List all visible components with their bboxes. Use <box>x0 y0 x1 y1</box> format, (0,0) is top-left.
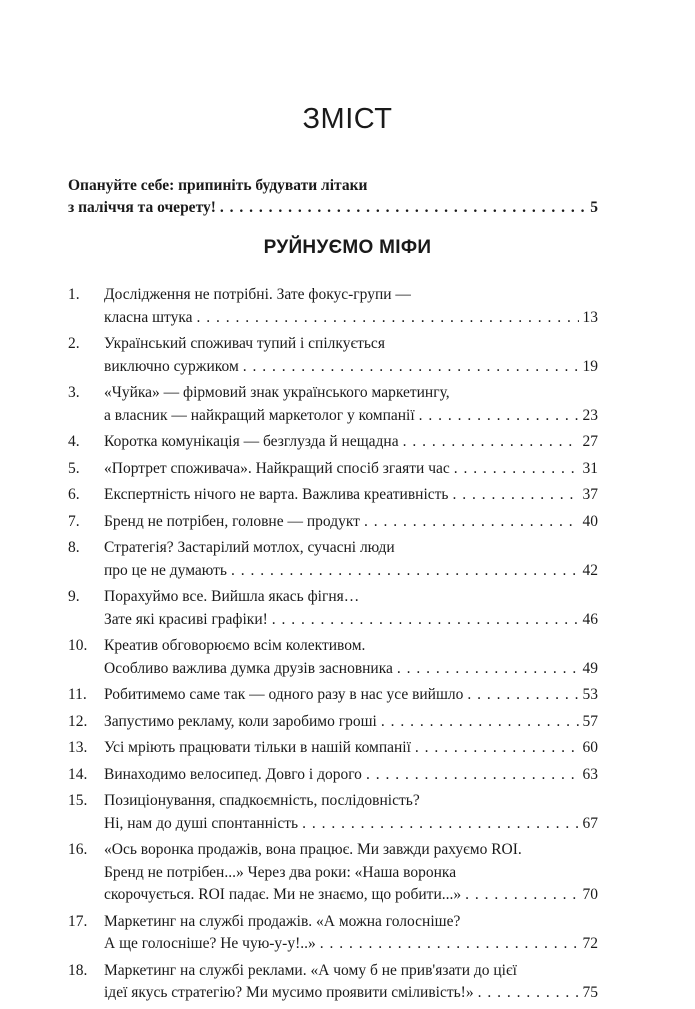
toc-entry-page-number: 70 <box>582 886 598 903</box>
dot-leader <box>243 356 579 379</box>
toc-entry-page-number: 42 <box>582 561 598 579</box>
toc-entry-number: 14. <box>68 765 88 783</box>
toc-entry-number: 13. <box>68 739 88 756</box>
toc-entry-page-number: 13 <box>582 308 598 326</box>
toc-entry-line: про це не думають <box>104 561 228 579</box>
toc-entry-line: Особливо важлива думка друзів засновника <box>104 659 393 677</box>
toc-entry-number: 10. <box>68 637 88 654</box>
toc-entry-page-number: 40 <box>582 512 598 530</box>
toc-entry-number: 15. <box>68 792 88 809</box>
toc-entry-number: 11. <box>68 686 87 703</box>
toc-entry-line: Порахуймо все. Вийшла якась фігня… <box>104 588 360 605</box>
page-title: ЗМІСТ <box>302 103 393 135</box>
toc-entry-number: 9. <box>68 588 80 605</box>
toc-entry-page-number: 53 <box>582 686 598 703</box>
intro-page-number: 5 <box>590 199 598 216</box>
toc-entry-line: «Ось воронка продажів, вона працює. Ми завжди рахуємо ROI. <box>104 841 522 858</box>
dot-leader <box>454 458 579 481</box>
toc-entry-line: Робитимемо саме так — одного разу в нас усе вийшло <box>104 686 464 703</box>
dot-leader <box>302 813 578 836</box>
toc-entry[interactable] <box>68 431 598 454</box>
toc-entry[interactable] <box>68 839 598 907</box>
dot-leader <box>320 933 579 956</box>
toc-entry[interactable] <box>68 635 598 680</box>
toc-entry-line: Маркетинг на службі реклами. «А чому б не прив'язати до цієї <box>104 961 517 979</box>
toc-entry[interactable] <box>68 764 598 787</box>
intro-entry[interactable] <box>68 175 598 219</box>
toc-list <box>68 284 598 1009</box>
toc-entry[interactable] <box>68 960 598 1005</box>
toc-entry[interactable] <box>68 537 598 582</box>
toc-entry-page-number: 49 <box>582 659 598 677</box>
dot-leader <box>467 684 578 707</box>
toc-entry-number: 6. <box>68 486 80 503</box>
toc-entry-line: Маркетинг на службі продажів. «А можна голосніше? <box>104 912 461 930</box>
toc-entry[interactable] <box>68 484 598 507</box>
toc-entry-page-number: 60 <box>582 739 598 756</box>
toc-entry-number: 16. <box>68 841 88 858</box>
dot-leader <box>220 197 586 219</box>
toc-entry-page-number: 75 <box>582 984 598 1001</box>
dot-leader <box>364 511 579 534</box>
toc-entry[interactable] <box>68 711 598 734</box>
toc-entry[interactable] <box>68 511 598 534</box>
dot-leader <box>478 982 579 1005</box>
toc-entry-line: Експертність нічого не варта. Важлива креативність <box>104 486 449 503</box>
toc-entry[interactable] <box>68 790 598 835</box>
toc-entry-line: виключно суржиком <box>104 357 239 375</box>
dot-leader <box>415 737 579 760</box>
toc-entry-line: Коротка комунікація — безглузда й нещадна <box>104 433 399 450</box>
toc-entry-line: Запустимо рекламу, коли заробимо гроші <box>104 712 377 730</box>
toc-entry-page-number: 37 <box>582 486 598 503</box>
section-title: РУЙНУЄМО МІФИ <box>263 237 432 258</box>
toc-entry-line: А ще голосніше? Не чую-у-у!..» <box>104 935 316 952</box>
dot-leader <box>465 884 578 907</box>
toc-entry-line: Креатив обговорюємо всім колективом. <box>104 637 366 654</box>
intro-line-1: Опануйте себе: припиніть будувати літаки <box>68 177 368 194</box>
toc-entry-line: а власник — найкращий маркетолог у компанії <box>104 406 415 424</box>
dot-leader <box>403 431 579 454</box>
toc-entry-number: 18. <box>68 961 88 979</box>
toc-entry-page-number: 19 <box>582 357 598 375</box>
toc-entry-line: ідеї якусь стратегію? Ми мусимо проявити сміливість!» <box>104 984 474 1001</box>
toc-entry-page-number: 57 <box>582 712 598 730</box>
toc-entry-number: 1. <box>68 286 80 303</box>
toc-entry-line: Винаходимо велосипед. Довго і дорого <box>104 765 362 783</box>
dot-leader <box>419 405 579 428</box>
toc-entry-line: Бренд не потрібен, головне — продукт <box>104 512 360 530</box>
intro-line-2: з паліччя та очерету! <box>68 199 216 216</box>
toc-entry[interactable] <box>68 684 598 707</box>
toc-entry[interactable] <box>68 586 598 631</box>
toc-entry[interactable] <box>68 458 598 481</box>
toc-entry-page-number: 31 <box>582 459 598 477</box>
toc-entry-number: 12. <box>68 712 88 730</box>
dot-leader <box>272 609 579 632</box>
toc-entry-line: Позиціонування, спадкоємність, послідовність? <box>104 792 420 809</box>
toc-entry-page-number: 23 <box>582 406 598 424</box>
toc-entry-number: 7. <box>68 512 80 530</box>
toc-entry-line: «Чуйка» — фірмовий знак українського маркетингу, <box>104 384 450 401</box>
toc-entry[interactable] <box>68 737 598 760</box>
toc-entry-number: 8. <box>68 539 80 556</box>
toc-entry[interactable] <box>68 911 598 956</box>
toc-entry-line: Бренд не потрібен...» Через два роки: «Наша воронка <box>104 863 457 881</box>
dot-leader <box>197 307 579 330</box>
toc-entry-line: Дослідження не потрібні. Зате фокус-групи — <box>104 286 411 303</box>
toc-entry-page-number: 72 <box>582 935 598 952</box>
dot-leader <box>231 560 578 583</box>
toc-entry-page-number: 46 <box>582 610 598 628</box>
dot-leader <box>452 484 578 507</box>
dot-leader <box>397 658 579 681</box>
toc-entry-line: Ні, нам до душі спонтанність <box>104 814 299 832</box>
toc-entry[interactable] <box>68 284 598 329</box>
toc-entry-line: «Портрет споживача». Найкращий спосіб згаяти час <box>104 459 450 477</box>
toc-entry-line: Український споживач тупий і спілкується <box>104 335 385 352</box>
toc-entry-line: Зате які красиві графіки! <box>104 610 268 628</box>
toc-entry-page-number: 67 <box>582 814 598 832</box>
toc-entry-line: класна штука <box>104 308 193 326</box>
toc-entry-number: 5. <box>68 459 80 477</box>
dot-leader <box>381 711 579 734</box>
toc-entry[interactable] <box>68 333 598 378</box>
toc-entry-page-number: 27 <box>582 433 598 450</box>
toc-entry-line: Стратегія? Застарілий мотлох, сучасні люди <box>104 539 395 556</box>
toc-entry-line: скорочується. ROI падає. Ми не знаємо, що робити...» <box>104 886 462 903</box>
toc-entry-number: 4. <box>68 433 80 450</box>
toc-entry-page-number: 63 <box>582 765 598 783</box>
toc-entry-line: Усі мріють працювати тільки в нашій компанії <box>104 739 411 756</box>
toc-entry-number: 2. <box>68 335 80 352</box>
toc-entry[interactable] <box>68 382 598 427</box>
toc-entry-number: 17. <box>68 912 88 930</box>
toc-entry-number: 3. <box>68 384 80 401</box>
dot-leader <box>366 764 579 787</box>
